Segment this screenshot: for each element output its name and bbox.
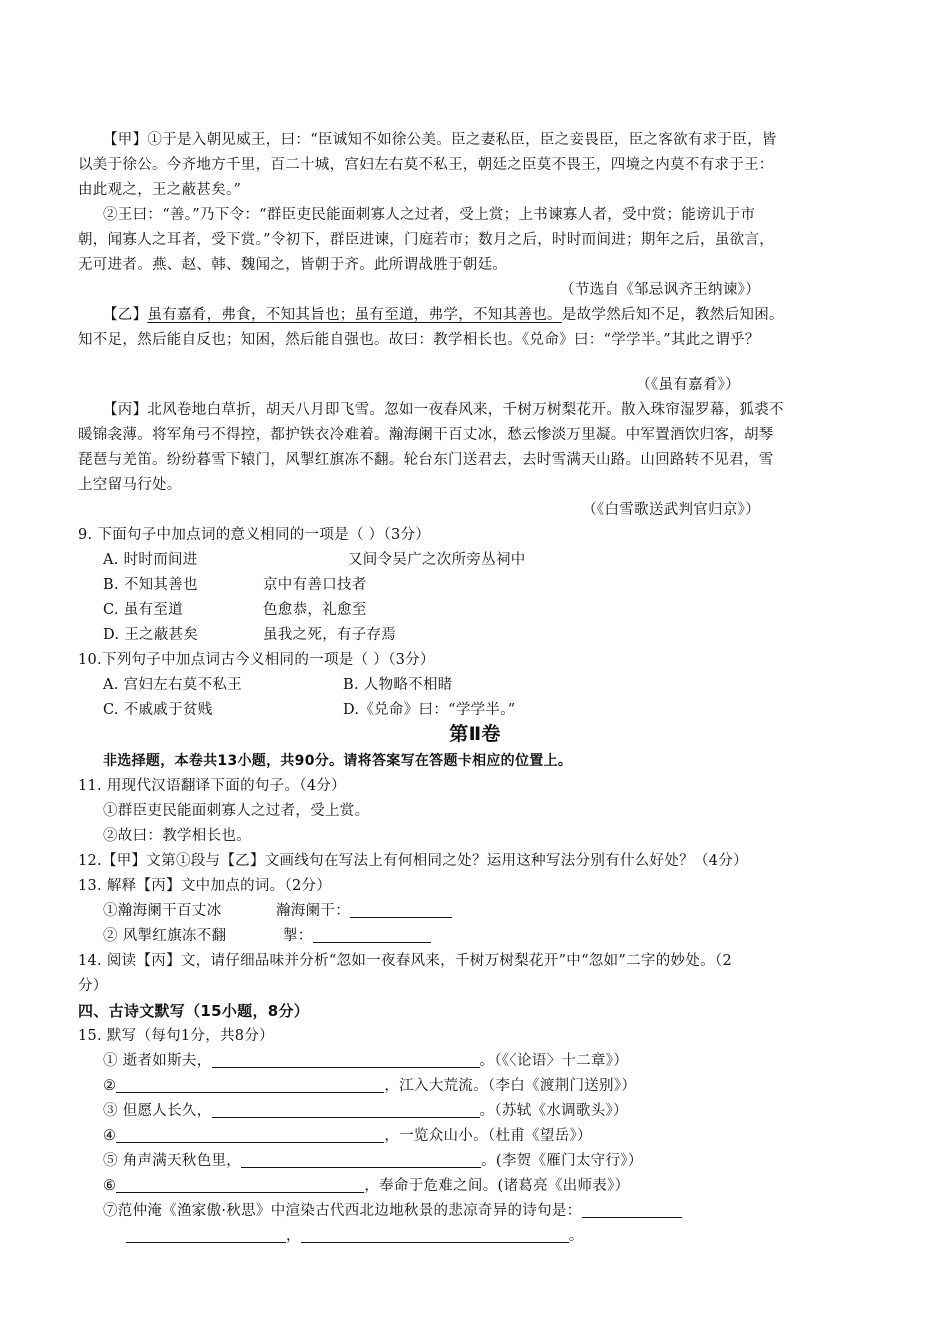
- q10-option-b: B. 人物略不相睹: [343, 677, 453, 693]
- jia-line-6: 无可进者。燕、赵、韩、魏闻之，皆朝于齐。此所谓战胜于朝廷。: [78, 257, 508, 273]
- q11-sentence-2: ②故曰：教学相长也。: [103, 828, 251, 844]
- q15-item-2: [103, 1074, 903, 1099]
- q9-b-left: B. 不知其善也: [103, 577, 198, 593]
- q15-blank-5[interactable]: [241, 1151, 481, 1168]
- q15-blank-7b[interactable]: [126, 1226, 286, 1243]
- q13-s2-label-text: 掣：: [283, 928, 313, 944]
- bing-line-2: 暖锦衾薄。将军角弓不得控，都护铁衣冷难着。瀚海阑干百丈冰，愁云惨淡万里凝。中军置酒饮归客，胡琴: [78, 427, 774, 443]
- q15-item-6-prefix: ⑥: [103, 1178, 117, 1194]
- q15-item-3-prefix: ③ 但愿人长久，: [103, 1103, 212, 1119]
- q15-item-5-suffix: 。(李贺《雁门太守行》）: [481, 1153, 643, 1169]
- jia-line-2: 以美于徐公。今齐地方千里，百二十城，宫妇左右莫不私王，朝廷之臣莫不畏王，四境之内莫不有求于王：: [78, 157, 774, 173]
- q9-option-c: [103, 598, 903, 623]
- q14-line-2: 分）: [78, 978, 108, 994]
- q10-row-1: [103, 673, 903, 698]
- bing-source: （《白雪歌送武判官归京》）: [582, 502, 760, 518]
- q15-item-3-suffix: 。（苏轼《水调歌头》）: [479, 1103, 628, 1119]
- bing-line-3: 琵琶与羌笛。纷纷暮雪下辕门，风掣红旗冻不翻。轮台东门送君去，去时雪满天山路。山回路转不见君，雪: [78, 452, 774, 468]
- q15-blank-7a[interactable]: [582, 1201, 682, 1218]
- q13-stem: 13. 解释【丙】文中加点的词。（2分）: [78, 878, 332, 894]
- q13-s2: ② 风掣红旗冻不翻: [103, 928, 227, 944]
- q9-option-d: [103, 623, 903, 648]
- yi-line-1-rest: 是故学然后知不足，教然后知困。: [561, 307, 784, 323]
- jia-line-3: 由此观之，王之蔽甚矣。”: [78, 182, 242, 198]
- q15-blank-4[interactable]: [116, 1126, 384, 1143]
- q14-line-1: 14. 阅读【丙】文，请仔细品味并分析“忽如一夜春风来，千树万树梨花开”中“忽如”二字的妙处。（2: [78, 953, 732, 969]
- q10-option-a: A. 宫妇左右莫不私王: [103, 677, 242, 693]
- q15-item-7-line-2: [126, 1224, 926, 1249]
- q11-stem: 11. 用现代汉语翻译下面的句子。（4分）: [78, 778, 346, 794]
- jia-source: （节选自《邹忌讽齐王纳谏》）: [560, 282, 760, 298]
- q12-stem: 12.【甲】文第①段与【乙】文画线句在写法上有何相同之处？运用这种写法分别有什么好处？（4分）: [78, 853, 748, 869]
- q15-blank-2[interactable]: [116, 1076, 384, 1093]
- q15-item-7-comma: ，: [286, 1228, 301, 1244]
- yi-line-2: 知不足，然后能自反也；知困，然后能自强也。故曰：教学相长也。《兑命》曰：“学学半。”其此之谓乎？: [78, 332, 760, 348]
- q15-item-4: [103, 1124, 903, 1149]
- q15-blank-1[interactable]: [212, 1051, 480, 1068]
- part2-note: 非选择题，本卷共13小题，共90分。请将答案写在答题卡相应的位置上。: [103, 753, 573, 769]
- q11-sentence-1: ①群臣吏民能面刺寡人之过者，受上赏。: [103, 803, 370, 819]
- q15-item-4-prefix: ④: [103, 1128, 117, 1144]
- q15-item-5-prefix: ⑤ 角声满天秋色里，: [103, 1153, 242, 1169]
- q9-c-left: C. 虽有至道: [103, 602, 183, 618]
- q15-item-7-period: 。: [568, 1228, 584, 1244]
- q9-stem: 9. 下面句子中加点词的意义相同的一项是（ ）（3分）: [78, 527, 431, 543]
- q10-option-c: C. 不戚戚于贫贱: [103, 702, 213, 718]
- q15-item-7-text: ⑦范仲淹《渔家傲·秋思》中渲染古代西北边地秋景的悲凉奇异的诗句是：: [103, 1203, 582, 1219]
- q13-s2-label: [283, 924, 431, 949]
- q15-blank-3[interactable]: [212, 1101, 480, 1118]
- q13-item-1: [103, 899, 903, 924]
- jia-line-4: ②王曰：“善。”乃下令：“群臣吏民能面刺寡人之过者，受上赏；上书谏寡人者，受中赏；能谤讥于市: [103, 207, 756, 223]
- yi-underlined-sentence: 虽有嘉肴，弗食，不知其旨也；虽有至道，弗学，不知其善也。: [147, 307, 562, 323]
- q9-option-a: [103, 548, 903, 573]
- q13-answer-blank-2[interactable]: [313, 926, 431, 943]
- q10-stem: 10.下列句子中加点词古今义相同的一项是（ ）（3分）: [78, 652, 435, 668]
- q13-answer-blank-1[interactable]: [350, 901, 452, 918]
- q15-stem: 15. 默写（每句1分，共8分）: [78, 1028, 274, 1044]
- part2-title: 第Ⅱ卷: [449, 723, 501, 745]
- yi-line-1: [103, 303, 903, 328]
- q13-item-2: [103, 924, 903, 949]
- q10-row-2: [103, 698, 903, 723]
- q15-item-7: [103, 1199, 903, 1224]
- q9-a-right: 又间令吴广之次所旁丛祠中: [348, 552, 526, 568]
- bing-line-1: 【丙】北风卷地白草折，胡天八月即飞雪。忽如一夜春风来，千树万树梨花开。散入珠帘湿罗幕，狐裘不: [103, 402, 784, 418]
- q9-a-left: A. 时时而间进: [103, 552, 198, 568]
- q9-c-right: 色愈恭，礼愈至: [263, 602, 367, 618]
- yi-source: （《虽有嘉肴》）: [636, 377, 740, 393]
- q13-s1-label: [276, 899, 452, 924]
- q13-s1-label-text: 瀚海阑干：: [276, 903, 350, 919]
- q15-item-1: [103, 1049, 903, 1074]
- jia-line-5: 朝，闻寡人之耳者，受下赏。”令初下，群臣进谏，门庭若市；数月之后，时时而间进；期年之后，虽欲言，: [78, 232, 775, 248]
- jia-line-1: 【甲】①于是入朝见威王，曰：“臣诚知不如徐公美。臣之妻私臣，臣之妾畏臣，臣之客欲有求于臣，皆: [103, 132, 777, 148]
- q15-item-2-prefix: ②: [103, 1078, 117, 1094]
- q15-item-1-suffix: 。（《〈论语〉十二章》）: [479, 1053, 629, 1069]
- q15-item-6: [103, 1174, 903, 1199]
- yi-tag: 【乙】: [103, 307, 148, 323]
- section-4-title: 四、古诗文默写（15小题，8分）: [78, 1002, 310, 1020]
- q9-d-right: 虽我之死，有子存焉: [263, 627, 397, 643]
- q15-item-5: [103, 1149, 903, 1174]
- q15-item-6-suffix: ，奉命于危难之间。(诸葛亮《出师表》）: [364, 1178, 630, 1194]
- q9-b-right: 京中有善口技者: [263, 577, 367, 593]
- q15-item-4-suffix: ，一览众山小。（杜甫《望岳》）: [384, 1128, 592, 1144]
- q15-blank-7c[interactable]: [301, 1226, 569, 1243]
- q13-s1: ①瀚海阑干百丈冰: [103, 903, 222, 919]
- q15-item-3: [103, 1099, 903, 1124]
- q10-option-d: D.《兑命》曰：“学学半。”: [343, 702, 516, 718]
- q15-item-1-prefix: ① 逝者如斯夫，: [103, 1053, 212, 1069]
- q9-option-b: [103, 573, 903, 598]
- q15-blank-6[interactable]: [116, 1176, 364, 1193]
- q9-d-left: D. 王之蔽甚矣: [103, 627, 199, 643]
- bing-line-4: 上空留马行处。: [78, 477, 182, 493]
- q15-item-2-suffix: ，江入大荒流。（李白《渡荆门送别》）: [384, 1078, 637, 1094]
